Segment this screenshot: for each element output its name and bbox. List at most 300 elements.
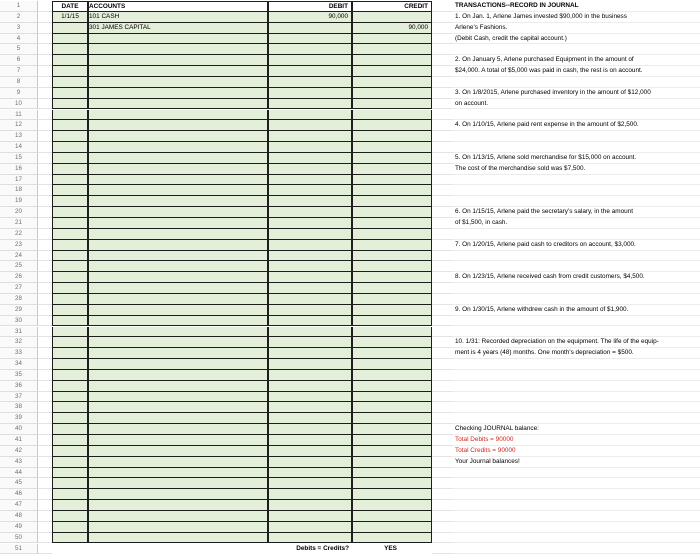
journal-credit-cell[interactable]: [352, 381, 432, 392]
journal-date-cell[interactable]: [52, 99, 88, 110]
empty-cell[interactable]: [452, 522, 700, 533]
empty-cell[interactable]: [38, 327, 52, 338]
empty-cell[interactable]: [432, 44, 452, 55]
journal-credit-cell[interactable]: [352, 240, 432, 251]
empty-cell[interactable]: [432, 294, 452, 305]
journal-credit-cell[interactable]: [352, 294, 432, 305]
journal-date-cell[interactable]: [52, 34, 88, 45]
journal-debit-cell[interactable]: [268, 457, 352, 468]
journal-debit-cell[interactable]: [268, 66, 352, 77]
journal-credit-cell[interactable]: [352, 88, 432, 99]
empty-cell[interactable]: [38, 55, 52, 66]
empty-cell[interactable]: [38, 272, 52, 283]
journal-date-cell[interactable]: [52, 511, 88, 522]
empty-cell[interactable]: [432, 413, 452, 424]
journal-debit-cell[interactable]: [268, 207, 352, 218]
journal-account-cell[interactable]: [88, 402, 268, 413]
empty-cell[interactable]: [432, 120, 452, 131]
journal-debit-cell[interactable]: [268, 240, 352, 251]
journal-account-cell[interactable]: 101 CASH: [88, 12, 268, 23]
journal-credit-cell[interactable]: [352, 261, 432, 272]
journal-debit-cell[interactable]: [268, 34, 352, 45]
journal-debit-cell[interactable]: [268, 337, 352, 348]
journal-debit-cell[interactable]: [268, 392, 352, 403]
journal-date-cell[interactable]: [52, 283, 88, 294]
journal-credit-cell[interactable]: [352, 218, 432, 229]
empty-cell[interactable]: [432, 446, 452, 457]
journal-debit-cell[interactable]: [268, 185, 352, 196]
empty-cell[interactable]: [38, 131, 52, 142]
empty-cell[interactable]: [452, 229, 700, 240]
journal-credit-cell[interactable]: [352, 66, 432, 77]
empty-cell[interactable]: [38, 99, 52, 110]
empty-cell[interactable]: [38, 381, 52, 392]
empty-cell[interactable]: [432, 457, 452, 468]
empty-cell[interactable]: [38, 185, 52, 196]
empty-cell[interactable]: [432, 305, 452, 316]
journal-date-cell[interactable]: [52, 435, 88, 446]
journal-account-cell[interactable]: [88, 392, 268, 403]
empty-cell[interactable]: [38, 110, 52, 121]
empty-cell[interactable]: [452, 131, 700, 142]
empty-cell[interactable]: [432, 533, 452, 544]
journal-debit-cell[interactable]: [268, 44, 352, 55]
empty-cell[interactable]: [452, 392, 700, 403]
journal-credit-cell[interactable]: [352, 348, 432, 359]
journal-date-cell[interactable]: [52, 337, 88, 348]
journal-debit-cell[interactable]: [268, 478, 352, 489]
journal-credit-cell[interactable]: [352, 316, 432, 327]
journal-account-cell[interactable]: [88, 370, 268, 381]
journal-account-cell[interactable]: [88, 348, 268, 359]
journal-account-cell[interactable]: [88, 229, 268, 240]
journal-credit-cell[interactable]: [352, 99, 432, 110]
journal-account-cell[interactable]: [88, 294, 268, 305]
journal-date-cell[interactable]: [52, 457, 88, 468]
journal-debit-cell[interactable]: [268, 424, 352, 435]
empty-cell[interactable]: [452, 402, 700, 413]
empty-cell[interactable]: [38, 23, 52, 34]
journal-date-cell[interactable]: [52, 261, 88, 272]
journal-debit-cell[interactable]: [268, 218, 352, 229]
journal-date-cell[interactable]: [52, 77, 88, 88]
empty-cell[interactable]: [432, 175, 452, 186]
empty-cell[interactable]: [38, 34, 52, 45]
journal-credit-cell[interactable]: [352, 164, 432, 175]
journal-account-cell[interactable]: [88, 435, 268, 446]
empty-cell[interactable]: [432, 110, 452, 121]
journal-debit-cell[interactable]: [268, 446, 352, 457]
journal-credit-cell[interactable]: [352, 34, 432, 45]
journal-date-cell[interactable]: [52, 316, 88, 327]
journal-account-cell[interactable]: [88, 55, 268, 66]
journal-date-cell[interactable]: [52, 120, 88, 131]
empty-cell[interactable]: [452, 251, 700, 262]
empty-cell[interactable]: [432, 381, 452, 392]
empty-cell[interactable]: [432, 511, 452, 522]
empty-cell[interactable]: [452, 478, 700, 489]
journal-account-cell[interactable]: [88, 240, 268, 251]
empty-cell[interactable]: [38, 511, 52, 522]
journal-account-cell[interactable]: [88, 413, 268, 424]
journal-credit-cell[interactable]: [352, 533, 432, 544]
journal-debit-cell[interactable]: [268, 381, 352, 392]
journal-credit-cell[interactable]: [352, 153, 432, 164]
journal-debit-cell[interactable]: [268, 142, 352, 153]
empty-cell[interactable]: [452, 533, 700, 544]
journal-date-cell[interactable]: [52, 196, 88, 207]
journal-credit-cell[interactable]: [352, 457, 432, 468]
journal-credit-cell[interactable]: [352, 12, 432, 23]
empty-cell[interactable]: [432, 261, 452, 272]
journal-date-cell[interactable]: 1/1/15: [52, 12, 88, 23]
journal-date-cell[interactable]: [52, 185, 88, 196]
journal-credit-cell[interactable]: [352, 120, 432, 131]
journal-credit-cell[interactable]: [352, 435, 432, 446]
journal-debit-cell[interactable]: [268, 500, 352, 511]
journal-account-cell[interactable]: [88, 522, 268, 533]
empty-cell[interactable]: [432, 370, 452, 381]
journal-account-cell[interactable]: [88, 251, 268, 262]
empty-cell[interactable]: [452, 511, 700, 522]
empty-cell[interactable]: [38, 392, 52, 403]
empty-cell[interactable]: [452, 327, 700, 338]
empty-cell[interactable]: [88, 544, 268, 555]
journal-credit-cell[interactable]: [352, 142, 432, 153]
journal-account-cell[interactable]: [88, 511, 268, 522]
journal-debit-cell[interactable]: [268, 359, 352, 370]
empty-cell[interactable]: [38, 316, 52, 327]
journal-debit-cell[interactable]: [268, 522, 352, 533]
journal-account-cell[interactable]: [88, 207, 268, 218]
journal-credit-cell[interactable]: [352, 478, 432, 489]
empty-cell[interactable]: [432, 348, 452, 359]
journal-debit-cell[interactable]: [268, 489, 352, 500]
journal-date-cell[interactable]: [52, 468, 88, 479]
empty-cell[interactable]: [452, 44, 700, 55]
journal-debit-cell[interactable]: [268, 533, 352, 544]
empty-cell[interactable]: [38, 283, 52, 294]
empty-cell[interactable]: [38, 153, 52, 164]
empty-cell[interactable]: [432, 88, 452, 99]
empty-cell[interactable]: [38, 359, 52, 370]
journal-date-cell[interactable]: [52, 359, 88, 370]
journal-date-cell[interactable]: [52, 478, 88, 489]
empty-cell[interactable]: [38, 77, 52, 88]
journal-credit-cell[interactable]: [352, 283, 432, 294]
empty-cell[interactable]: [452, 500, 700, 511]
journal-date-cell[interactable]: [52, 533, 88, 544]
empty-cell[interactable]: [38, 66, 52, 77]
journal-date-cell[interactable]: [52, 175, 88, 186]
empty-cell[interactable]: [432, 240, 452, 251]
journal-date-cell[interactable]: [52, 522, 88, 533]
empty-cell[interactable]: [452, 544, 700, 555]
journal-credit-cell[interactable]: [352, 55, 432, 66]
empty-cell[interactable]: [432, 424, 452, 435]
journal-account-cell[interactable]: [88, 359, 268, 370]
journal-date-cell[interactable]: [52, 500, 88, 511]
journal-date-cell[interactable]: [52, 305, 88, 316]
empty-cell[interactable]: [432, 131, 452, 142]
empty-cell[interactable]: [38, 337, 52, 348]
journal-credit-cell[interactable]: [352, 446, 432, 457]
journal-account-cell[interactable]: [88, 196, 268, 207]
empty-cell[interactable]: [38, 175, 52, 186]
empty-cell[interactable]: [432, 489, 452, 500]
empty-cell[interactable]: [38, 294, 52, 305]
journal-credit-cell[interactable]: [352, 185, 432, 196]
journal-account-cell[interactable]: [88, 468, 268, 479]
journal-debit-cell[interactable]: [268, 327, 352, 338]
empty-cell[interactable]: [38, 305, 52, 316]
empty-cell[interactable]: [38, 457, 52, 468]
journal-credit-cell[interactable]: [352, 500, 432, 511]
journal-date-cell[interactable]: [52, 240, 88, 251]
journal-date-cell[interactable]: [52, 142, 88, 153]
journal-credit-cell[interactable]: [352, 272, 432, 283]
journal-account-cell[interactable]: [88, 77, 268, 88]
journal-credit-cell[interactable]: [352, 413, 432, 424]
journal-account-cell[interactable]: [88, 66, 268, 77]
journal-debit-cell[interactable]: [268, 229, 352, 240]
empty-cell[interactable]: [432, 12, 452, 23]
journal-credit-cell[interactable]: [352, 229, 432, 240]
journal-credit-cell[interactable]: [352, 77, 432, 88]
empty-cell[interactable]: [452, 413, 700, 424]
empty-cell[interactable]: [432, 77, 452, 88]
journal-debit-cell[interactable]: [268, 272, 352, 283]
empty-cell[interactable]: [452, 175, 700, 186]
journal-debit-cell[interactable]: [268, 110, 352, 121]
journal-account-cell[interactable]: [88, 34, 268, 45]
empty-cell[interactable]: [38, 544, 52, 555]
journal-debit-cell[interactable]: [268, 261, 352, 272]
journal-credit-cell[interactable]: [352, 44, 432, 55]
journal-account-cell[interactable]: [88, 381, 268, 392]
empty-cell[interactable]: [52, 544, 88, 555]
empty-cell[interactable]: [452, 196, 700, 207]
empty-cell[interactable]: [38, 348, 52, 359]
empty-cell[interactable]: [38, 164, 52, 175]
journal-account-cell[interactable]: [88, 533, 268, 544]
journal-debit-cell[interactable]: [268, 175, 352, 186]
journal-credit-cell[interactable]: [352, 131, 432, 142]
journal-date-cell[interactable]: [52, 44, 88, 55]
journal-credit-cell[interactable]: [352, 489, 432, 500]
empty-cell[interactable]: [38, 446, 52, 457]
empty-cell[interactable]: [38, 229, 52, 240]
empty-cell[interactable]: [432, 435, 452, 446]
empty-cell[interactable]: [38, 370, 52, 381]
journal-credit-cell[interactable]: [352, 511, 432, 522]
journal-date-cell[interactable]: [52, 23, 88, 34]
empty-cell[interactable]: [432, 164, 452, 175]
empty-cell[interactable]: [38, 120, 52, 131]
journal-credit-cell[interactable]: [352, 327, 432, 338]
journal-account-cell[interactable]: [88, 131, 268, 142]
empty-cell[interactable]: [452, 142, 700, 153]
journal-credit-cell[interactable]: [352, 305, 432, 316]
journal-account-cell[interactable]: [88, 44, 268, 55]
journal-debit-cell[interactable]: [268, 435, 352, 446]
empty-cell[interactable]: [432, 522, 452, 533]
journal-credit-cell[interactable]: [352, 522, 432, 533]
journal-debit-cell[interactable]: [268, 99, 352, 110]
journal-date-cell[interactable]: [52, 327, 88, 338]
journal-debit-cell[interactable]: [268, 120, 352, 131]
journal-account-cell[interactable]: [88, 478, 268, 489]
journal-debit-cell[interactable]: [268, 348, 352, 359]
journal-date-cell[interactable]: [52, 381, 88, 392]
journal-date-cell[interactable]: [52, 88, 88, 99]
journal-date-cell[interactable]: [52, 218, 88, 229]
journal-date-cell[interactable]: [52, 164, 88, 175]
empty-cell[interactable]: [38, 261, 52, 272]
journal-account-cell[interactable]: [88, 500, 268, 511]
empty-cell[interactable]: [432, 229, 452, 240]
empty-cell[interactable]: [452, 381, 700, 392]
journal-account-cell[interactable]: [88, 153, 268, 164]
empty-cell[interactable]: [38, 1, 52, 12]
journal-date-cell[interactable]: [52, 153, 88, 164]
empty-cell[interactable]: [432, 283, 452, 294]
journal-date-cell[interactable]: [52, 489, 88, 500]
journal-debit-cell[interactable]: [268, 153, 352, 164]
empty-cell[interactable]: [38, 533, 52, 544]
journal-debit-cell[interactable]: [268, 55, 352, 66]
journal-date-cell[interactable]: [52, 413, 88, 424]
empty-cell[interactable]: [38, 522, 52, 533]
journal-debit-cell[interactable]: [268, 23, 352, 34]
empty-cell[interactable]: [432, 55, 452, 66]
empty-cell[interactable]: [432, 337, 452, 348]
journal-debit-cell[interactable]: [268, 305, 352, 316]
empty-cell[interactable]: [452, 294, 700, 305]
journal-account-cell[interactable]: [88, 457, 268, 468]
empty-cell[interactable]: [38, 196, 52, 207]
empty-cell[interactable]: [38, 44, 52, 55]
empty-cell[interactable]: [38, 218, 52, 229]
journal-credit-cell[interactable]: [352, 402, 432, 413]
empty-cell[interactable]: [452, 261, 700, 272]
empty-cell[interactable]: [432, 218, 452, 229]
journal-debit-cell[interactable]: [268, 283, 352, 294]
journal-account-cell[interactable]: [88, 446, 268, 457]
empty-cell[interactable]: [432, 544, 452, 555]
empty-cell[interactable]: [432, 327, 452, 338]
journal-account-cell[interactable]: [88, 316, 268, 327]
journal-account-cell[interactable]: [88, 142, 268, 153]
journal-debit-cell[interactable]: [268, 251, 352, 262]
empty-cell[interactable]: [432, 66, 452, 77]
empty-cell[interactable]: [432, 478, 452, 489]
journal-date-cell[interactable]: [52, 370, 88, 381]
journal-credit-cell[interactable]: [352, 370, 432, 381]
journal-debit-cell[interactable]: [268, 402, 352, 413]
empty-cell[interactable]: [432, 207, 452, 218]
empty-cell[interactable]: [432, 23, 452, 34]
journal-credit-cell[interactable]: [352, 392, 432, 403]
empty-cell[interactable]: [38, 88, 52, 99]
empty-cell[interactable]: [432, 500, 452, 511]
journal-debit-cell[interactable]: [268, 316, 352, 327]
journal-debit-cell[interactable]: [268, 294, 352, 305]
empty-cell[interactable]: [38, 142, 52, 153]
empty-cell[interactable]: [432, 272, 452, 283]
journal-account-cell[interactable]: [88, 424, 268, 435]
empty-cell[interactable]: [432, 359, 452, 370]
empty-cell[interactable]: [432, 402, 452, 413]
journal-date-cell[interactable]: [52, 251, 88, 262]
empty-cell[interactable]: [38, 489, 52, 500]
empty-cell[interactable]: [38, 435, 52, 446]
empty-cell[interactable]: [432, 142, 452, 153]
journal-account-cell[interactable]: 301 JAMES CAPITAL: [88, 23, 268, 34]
journal-account-cell[interactable]: [88, 305, 268, 316]
empty-cell[interactable]: [452, 110, 700, 121]
journal-date-cell[interactable]: [52, 131, 88, 142]
empty-cell[interactable]: [452, 316, 700, 327]
journal-debit-cell[interactable]: 90,000: [268, 12, 352, 23]
journal-date-cell[interactable]: [52, 66, 88, 77]
journal-account-cell[interactable]: [88, 283, 268, 294]
journal-credit-cell[interactable]: [352, 196, 432, 207]
journal-date-cell[interactable]: [52, 402, 88, 413]
journal-date-cell[interactable]: [52, 294, 88, 305]
journal-credit-cell[interactable]: 90,000: [352, 23, 432, 34]
journal-debit-cell[interactable]: [268, 370, 352, 381]
journal-account-cell[interactable]: [88, 261, 268, 272]
empty-cell[interactable]: [452, 77, 700, 88]
journal-account-cell[interactable]: [88, 88, 268, 99]
empty-cell[interactable]: [452, 283, 700, 294]
empty-cell[interactable]: [432, 251, 452, 262]
empty-cell[interactable]: [432, 392, 452, 403]
empty-cell[interactable]: [452, 185, 700, 196]
journal-account-cell[interactable]: [88, 489, 268, 500]
journal-debit-cell[interactable]: [268, 413, 352, 424]
journal-credit-cell[interactable]: [352, 424, 432, 435]
journal-account-cell[interactable]: [88, 99, 268, 110]
journal-credit-cell[interactable]: [352, 468, 432, 479]
empty-cell[interactable]: [38, 500, 52, 511]
journal-date-cell[interactable]: [52, 424, 88, 435]
journal-date-cell[interactable]: [52, 446, 88, 457]
journal-debit-cell[interactable]: [268, 77, 352, 88]
journal-credit-cell[interactable]: [352, 207, 432, 218]
empty-cell[interactable]: [38, 240, 52, 251]
journal-date-cell[interactable]: [52, 55, 88, 66]
empty-cell[interactable]: [452, 359, 700, 370]
empty-cell[interactable]: [432, 196, 452, 207]
journal-credit-cell[interactable]: [352, 175, 432, 186]
empty-cell[interactable]: [38, 251, 52, 262]
empty-cell[interactable]: [38, 12, 52, 23]
journal-account-cell[interactable]: [88, 175, 268, 186]
empty-cell[interactable]: [38, 413, 52, 424]
empty-cell[interactable]: [432, 99, 452, 110]
journal-date-cell[interactable]: [52, 272, 88, 283]
journal-account-cell[interactable]: [88, 337, 268, 348]
journal-debit-cell[interactable]: [268, 88, 352, 99]
journal-debit-cell[interactable]: [268, 196, 352, 207]
journal-debit-cell[interactable]: [268, 131, 352, 142]
empty-cell[interactable]: [38, 402, 52, 413]
journal-date-cell[interactable]: [52, 392, 88, 403]
journal-date-cell[interactable]: [52, 110, 88, 121]
empty-cell[interactable]: [38, 424, 52, 435]
